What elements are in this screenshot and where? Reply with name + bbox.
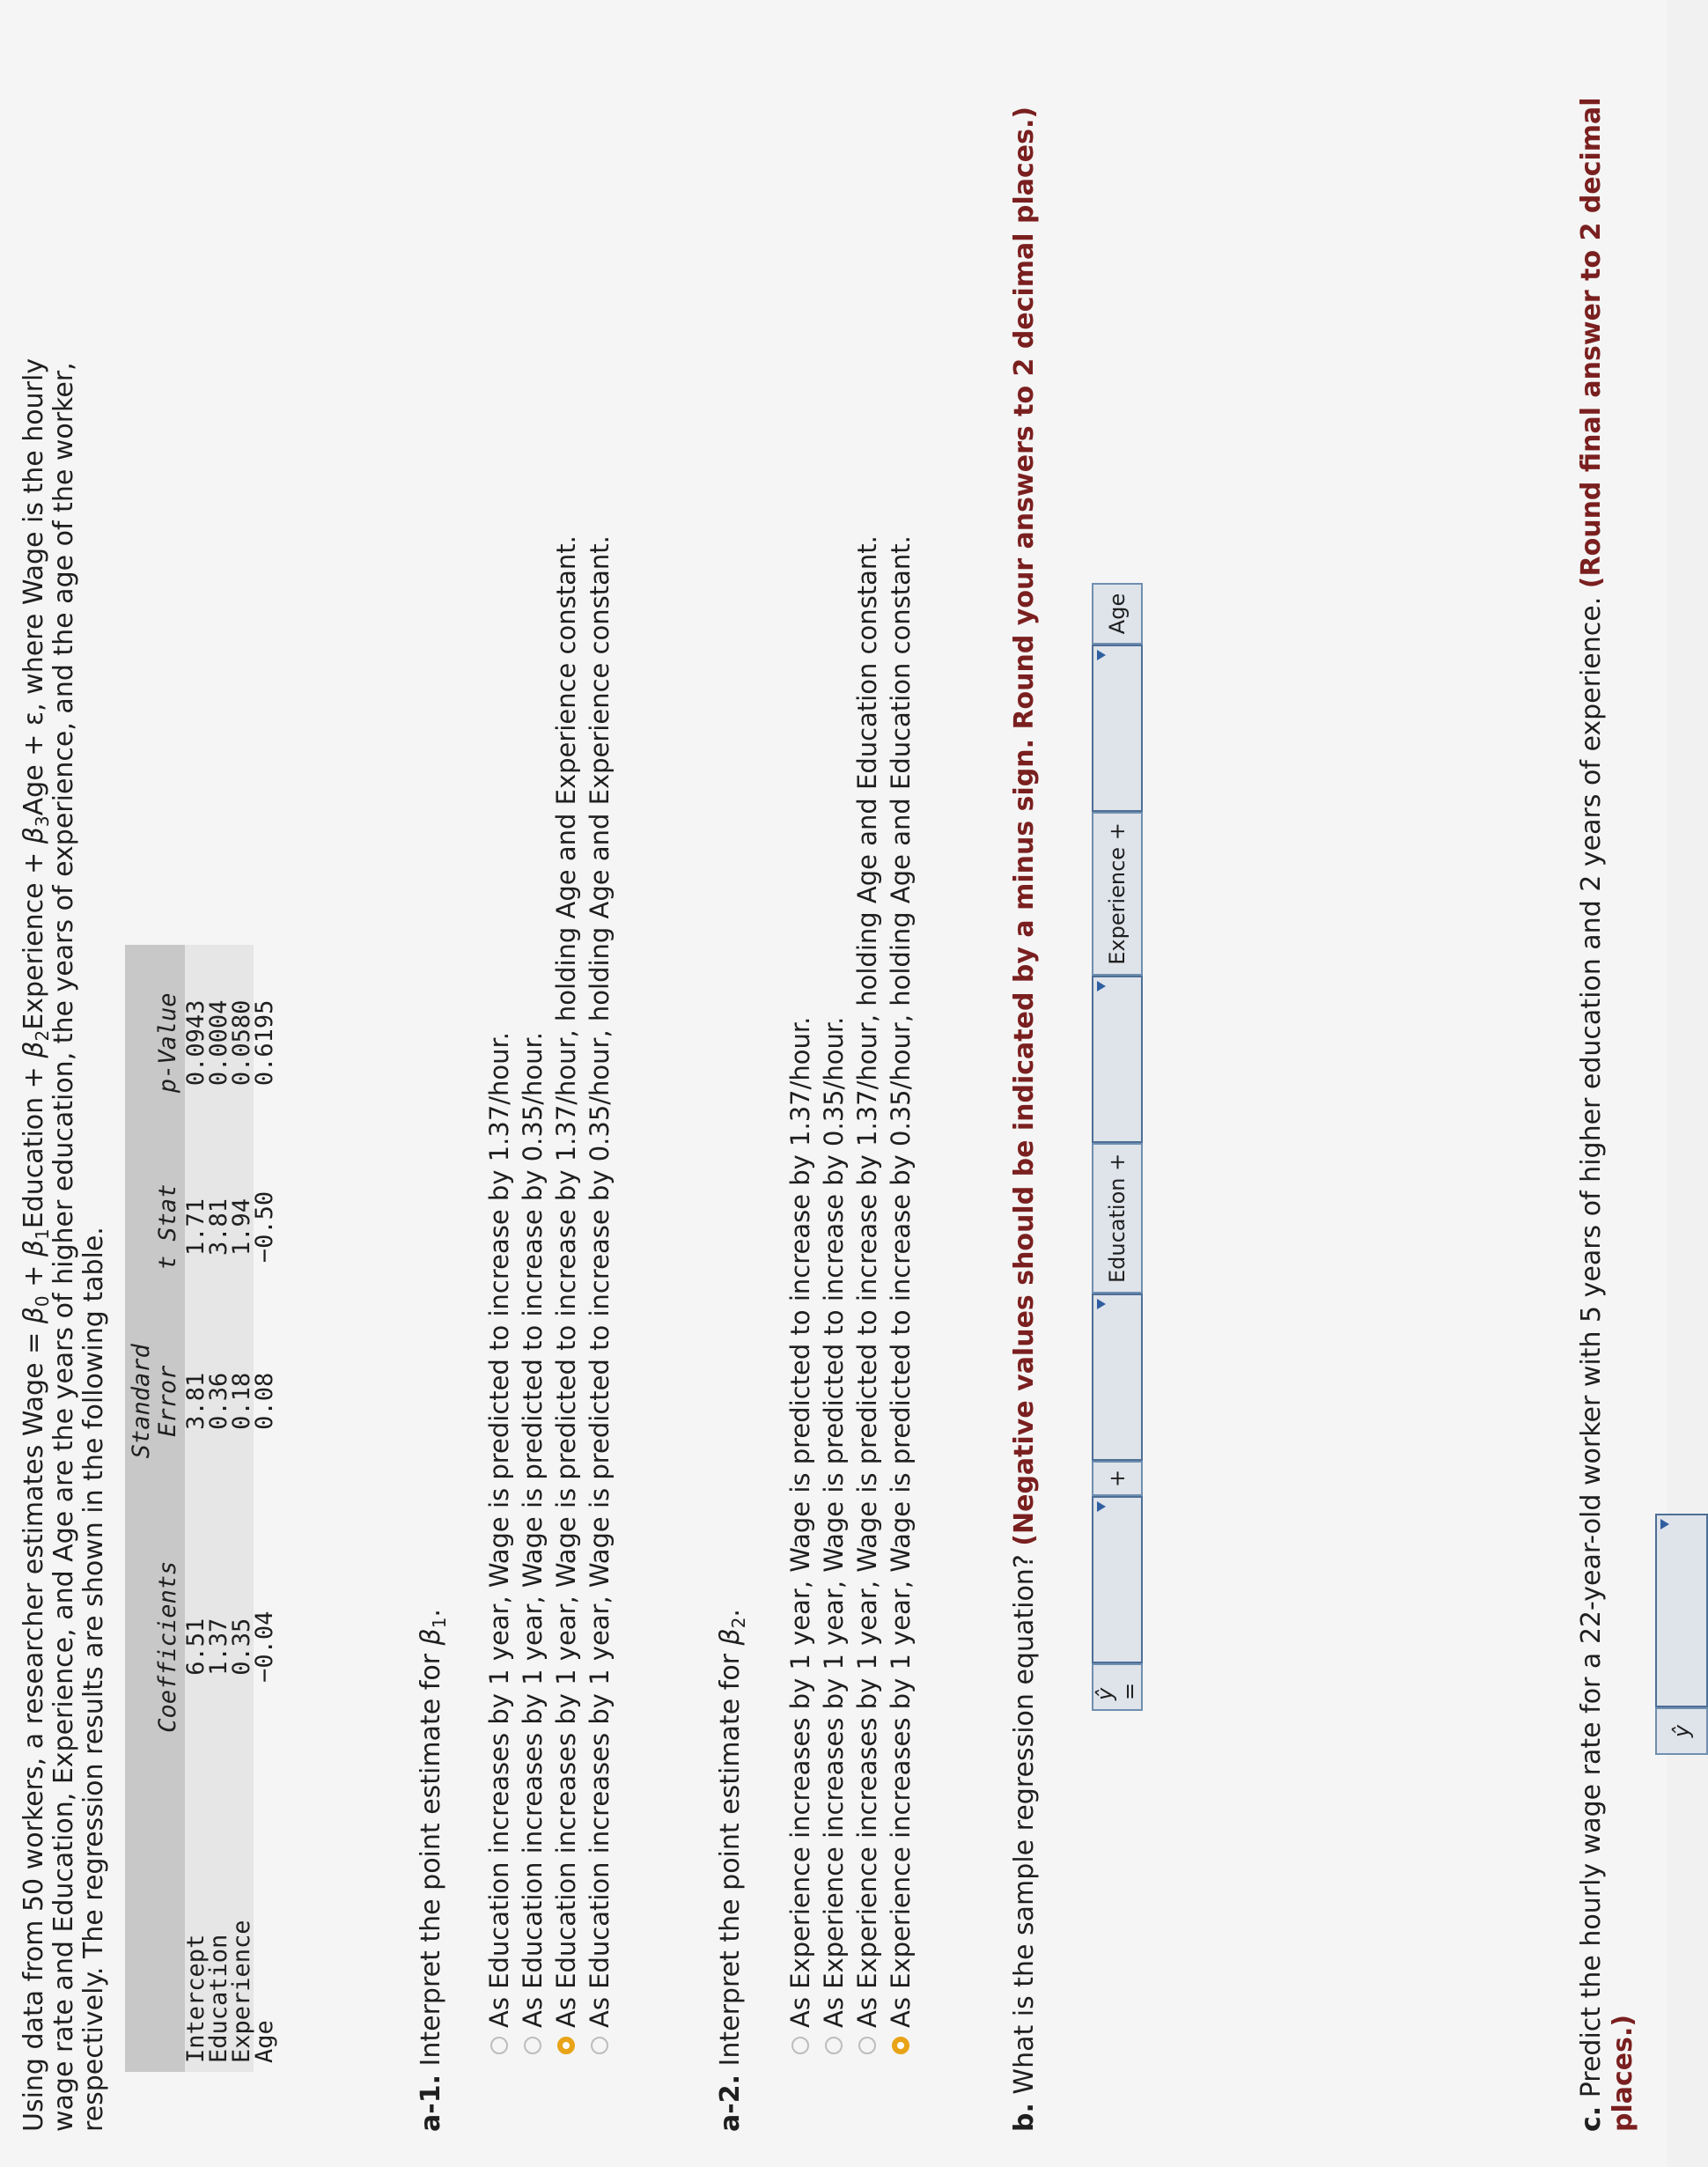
radio-button[interactable] xyxy=(791,2037,809,2054)
radio-option[interactable] xyxy=(516,535,549,2054)
table-row xyxy=(254,945,276,2072)
option-label: As Education increases by 1 year, Wage is predicted to increase by 0.35/hour, holding Age and Experience constant. xyxy=(585,535,615,2028)
beta-subscript: 1 xyxy=(32,1228,53,1240)
question-tag: a-2. xyxy=(715,2075,746,2132)
table-header xyxy=(125,1804,185,2072)
intro-line-1 xyxy=(18,54,53,2132)
question-tag: c. xyxy=(1576,2105,1607,2132)
table-cell: Age xyxy=(251,2020,278,2063)
table-cell: 0.6195 xyxy=(251,999,278,1087)
yhat-label: ŷ = xyxy=(1092,1663,1143,1711)
intro-text: + xyxy=(18,1257,49,1296)
intro-line-2: wage rate and Education, Experience, and Age are the years of higher education, the years of experience, and the age of the worker, xyxy=(48,362,79,2132)
option-label: As Experience increases by 1 year, Wage is predicted to increase by 0.35/hour. xyxy=(819,1016,849,2028)
input-marker-icon xyxy=(1097,981,1106,991)
table-row xyxy=(208,945,231,2072)
yhat-label: ŷ xyxy=(1655,1707,1708,1755)
beta-subscript: 1 xyxy=(429,1617,450,1629)
question-text: . xyxy=(715,1609,746,1618)
table-header: t Stat xyxy=(154,1183,181,1271)
option-label: As Experience increases by 1 year, Wage is predicted to increase by 1.37/hour, holding Age and Education constant. xyxy=(852,535,882,2028)
option-label: As Education increases by 1 year, Wage is predicted to increase by 0.35/hour. xyxy=(518,1031,548,2028)
input-marker-icon xyxy=(1097,1299,1106,1309)
table-cell: −0.50 xyxy=(251,1190,278,1264)
education-label: Education + xyxy=(1092,1143,1143,1294)
radio-option-selected[interactable] xyxy=(549,535,583,2054)
table-cell: 3.81 xyxy=(205,1198,232,1257)
table-cell: 0.18 xyxy=(228,1372,255,1430)
beta-subscript: 2 xyxy=(32,1029,53,1042)
radio-button-selected[interactable] xyxy=(892,2037,909,2054)
question-a2-options xyxy=(784,535,917,2054)
education-coef-input[interactable] xyxy=(1092,1294,1143,1461)
radio-button[interactable] xyxy=(591,2037,608,2054)
beta-symbol: β xyxy=(715,1628,746,1646)
table-header: Coefficients xyxy=(154,1560,181,1733)
experience-coef-input[interactable] xyxy=(1092,976,1143,1143)
radio-option[interactable] xyxy=(784,535,817,2054)
radio-button-selected[interactable] xyxy=(557,2037,575,2054)
intercept-input[interactable] xyxy=(1092,1496,1143,1663)
question-a1-options xyxy=(482,535,616,2054)
radio-button[interactable] xyxy=(858,2037,876,2054)
table-cell: −0.04 xyxy=(251,1611,278,1683)
table-cell: 0.0580 xyxy=(228,999,255,1087)
regression-equation xyxy=(1092,583,1143,1711)
prediction-input[interactable] xyxy=(1655,1514,1708,1707)
question-a1-prompt xyxy=(416,1609,450,2132)
radio-option[interactable] xyxy=(817,535,850,2054)
radio-option[interactable] xyxy=(583,535,616,2054)
radio-button[interactable] xyxy=(490,2037,508,2054)
prediction-answer xyxy=(1655,1514,1708,1755)
question-text: Interpret the point estimate for xyxy=(416,1645,446,2075)
table-cell: 6.51 xyxy=(182,1618,210,1676)
radio-button[interactable] xyxy=(825,2037,843,2054)
question-b-prompt xyxy=(1009,36,1041,2132)
option-label: As Education increases by 1 year, Wage is predicted to increase by 1.37/hour. xyxy=(484,1031,514,2028)
radio-option[interactable] xyxy=(482,535,516,2054)
table-header-row xyxy=(125,945,185,2072)
table-cell: 0.08 xyxy=(251,1372,278,1430)
table-cell: 3.81 xyxy=(182,1372,210,1430)
question-a2-prompt xyxy=(715,1609,747,2132)
question-text: . xyxy=(416,1609,446,1618)
table-cell: 0.35 xyxy=(228,1618,255,1676)
input-marker-icon xyxy=(1097,650,1106,660)
table-cell: 1.94 xyxy=(228,1198,255,1257)
rounding-note: (Round final answer to 2 decimal places.) xyxy=(1576,97,1638,2132)
beta-subscript: 0 xyxy=(32,1295,53,1308)
table-cell: 0.36 xyxy=(205,1372,232,1430)
intro-text: Using data from 50 workers, a researcher estimates Wage = xyxy=(18,1323,49,2132)
beta-symbol: β xyxy=(18,1307,49,1324)
radio-button[interactable] xyxy=(524,2037,541,2054)
option-label: As Education increases by 1 year, Wage is predicted to increase by 1.37/hour, holding Age and Experience constant. xyxy=(551,535,581,2028)
beta-subscript: 3 xyxy=(32,815,53,828)
regression-table xyxy=(125,945,276,2072)
table-header: Standard Error xyxy=(128,1344,181,1459)
option-label: As Experience increases by 1 year, Wage is predicted to increase by 1.37/hour. xyxy=(785,1016,815,2028)
beta-symbol: β xyxy=(18,827,49,844)
beta-subscript: 2 xyxy=(728,1617,749,1629)
option-label: As Experience increases by 1 year, Wage is predicted to increase by 0.35/hour, holding Age and Education constant. xyxy=(886,535,916,2028)
table-cell: Education xyxy=(205,1934,232,2063)
intro-text: Age + ε, where Wage is the hourly xyxy=(18,357,49,816)
question-tag: b. xyxy=(1009,2103,1040,2132)
table-cell: 0.0004 xyxy=(205,999,232,1087)
input-marker-icon xyxy=(1097,1501,1106,1512)
table-cell: Intercept xyxy=(182,1934,210,2063)
experience-label: Experience + xyxy=(1092,812,1143,976)
intro-text: Experience + xyxy=(18,844,49,1030)
radio-option-selected[interactable] xyxy=(884,535,917,2054)
question-text: Interpret the point estimate for xyxy=(715,1645,746,2075)
table-cell: 1.71 xyxy=(182,1198,210,1257)
age-label: Age xyxy=(1092,583,1143,645)
radio-option[interactable] xyxy=(850,535,884,2054)
question-tag: a-1. xyxy=(416,2075,446,2132)
table-header: p-Value xyxy=(154,992,181,1094)
question-text: Predict the hourly wage rate for a 22-year-old worker with 5 years of higher education and 2 years of experience. xyxy=(1576,588,1607,2106)
question-c-prompt xyxy=(1576,36,1639,2132)
intro-line-3: respectively. The regression results are shown in the following table. xyxy=(78,1227,109,2132)
question-text: What is the sample regression equation? xyxy=(1009,1545,1040,2104)
problem-intro xyxy=(19,54,109,2132)
plus-label: + xyxy=(1092,1461,1143,1496)
table-row xyxy=(231,945,254,2072)
table-cell: Experience xyxy=(228,1920,255,2063)
beta-symbol: β xyxy=(18,1239,49,1257)
beta-symbol: β xyxy=(18,1041,49,1058)
age-coef-input[interactable] xyxy=(1092,645,1143,812)
beta-symbol: β xyxy=(416,1628,446,1646)
table-cell: 1.37 xyxy=(205,1618,232,1676)
intro-text: Education + xyxy=(18,1058,49,1229)
input-marker-icon xyxy=(1660,1519,1669,1529)
table-row xyxy=(185,945,208,2072)
rounding-note: (Negative values should be indicated by a minus sign. Round your answers to 2 decimal places.) xyxy=(1009,106,1040,1546)
table-cell: 0.0943 xyxy=(182,999,210,1087)
